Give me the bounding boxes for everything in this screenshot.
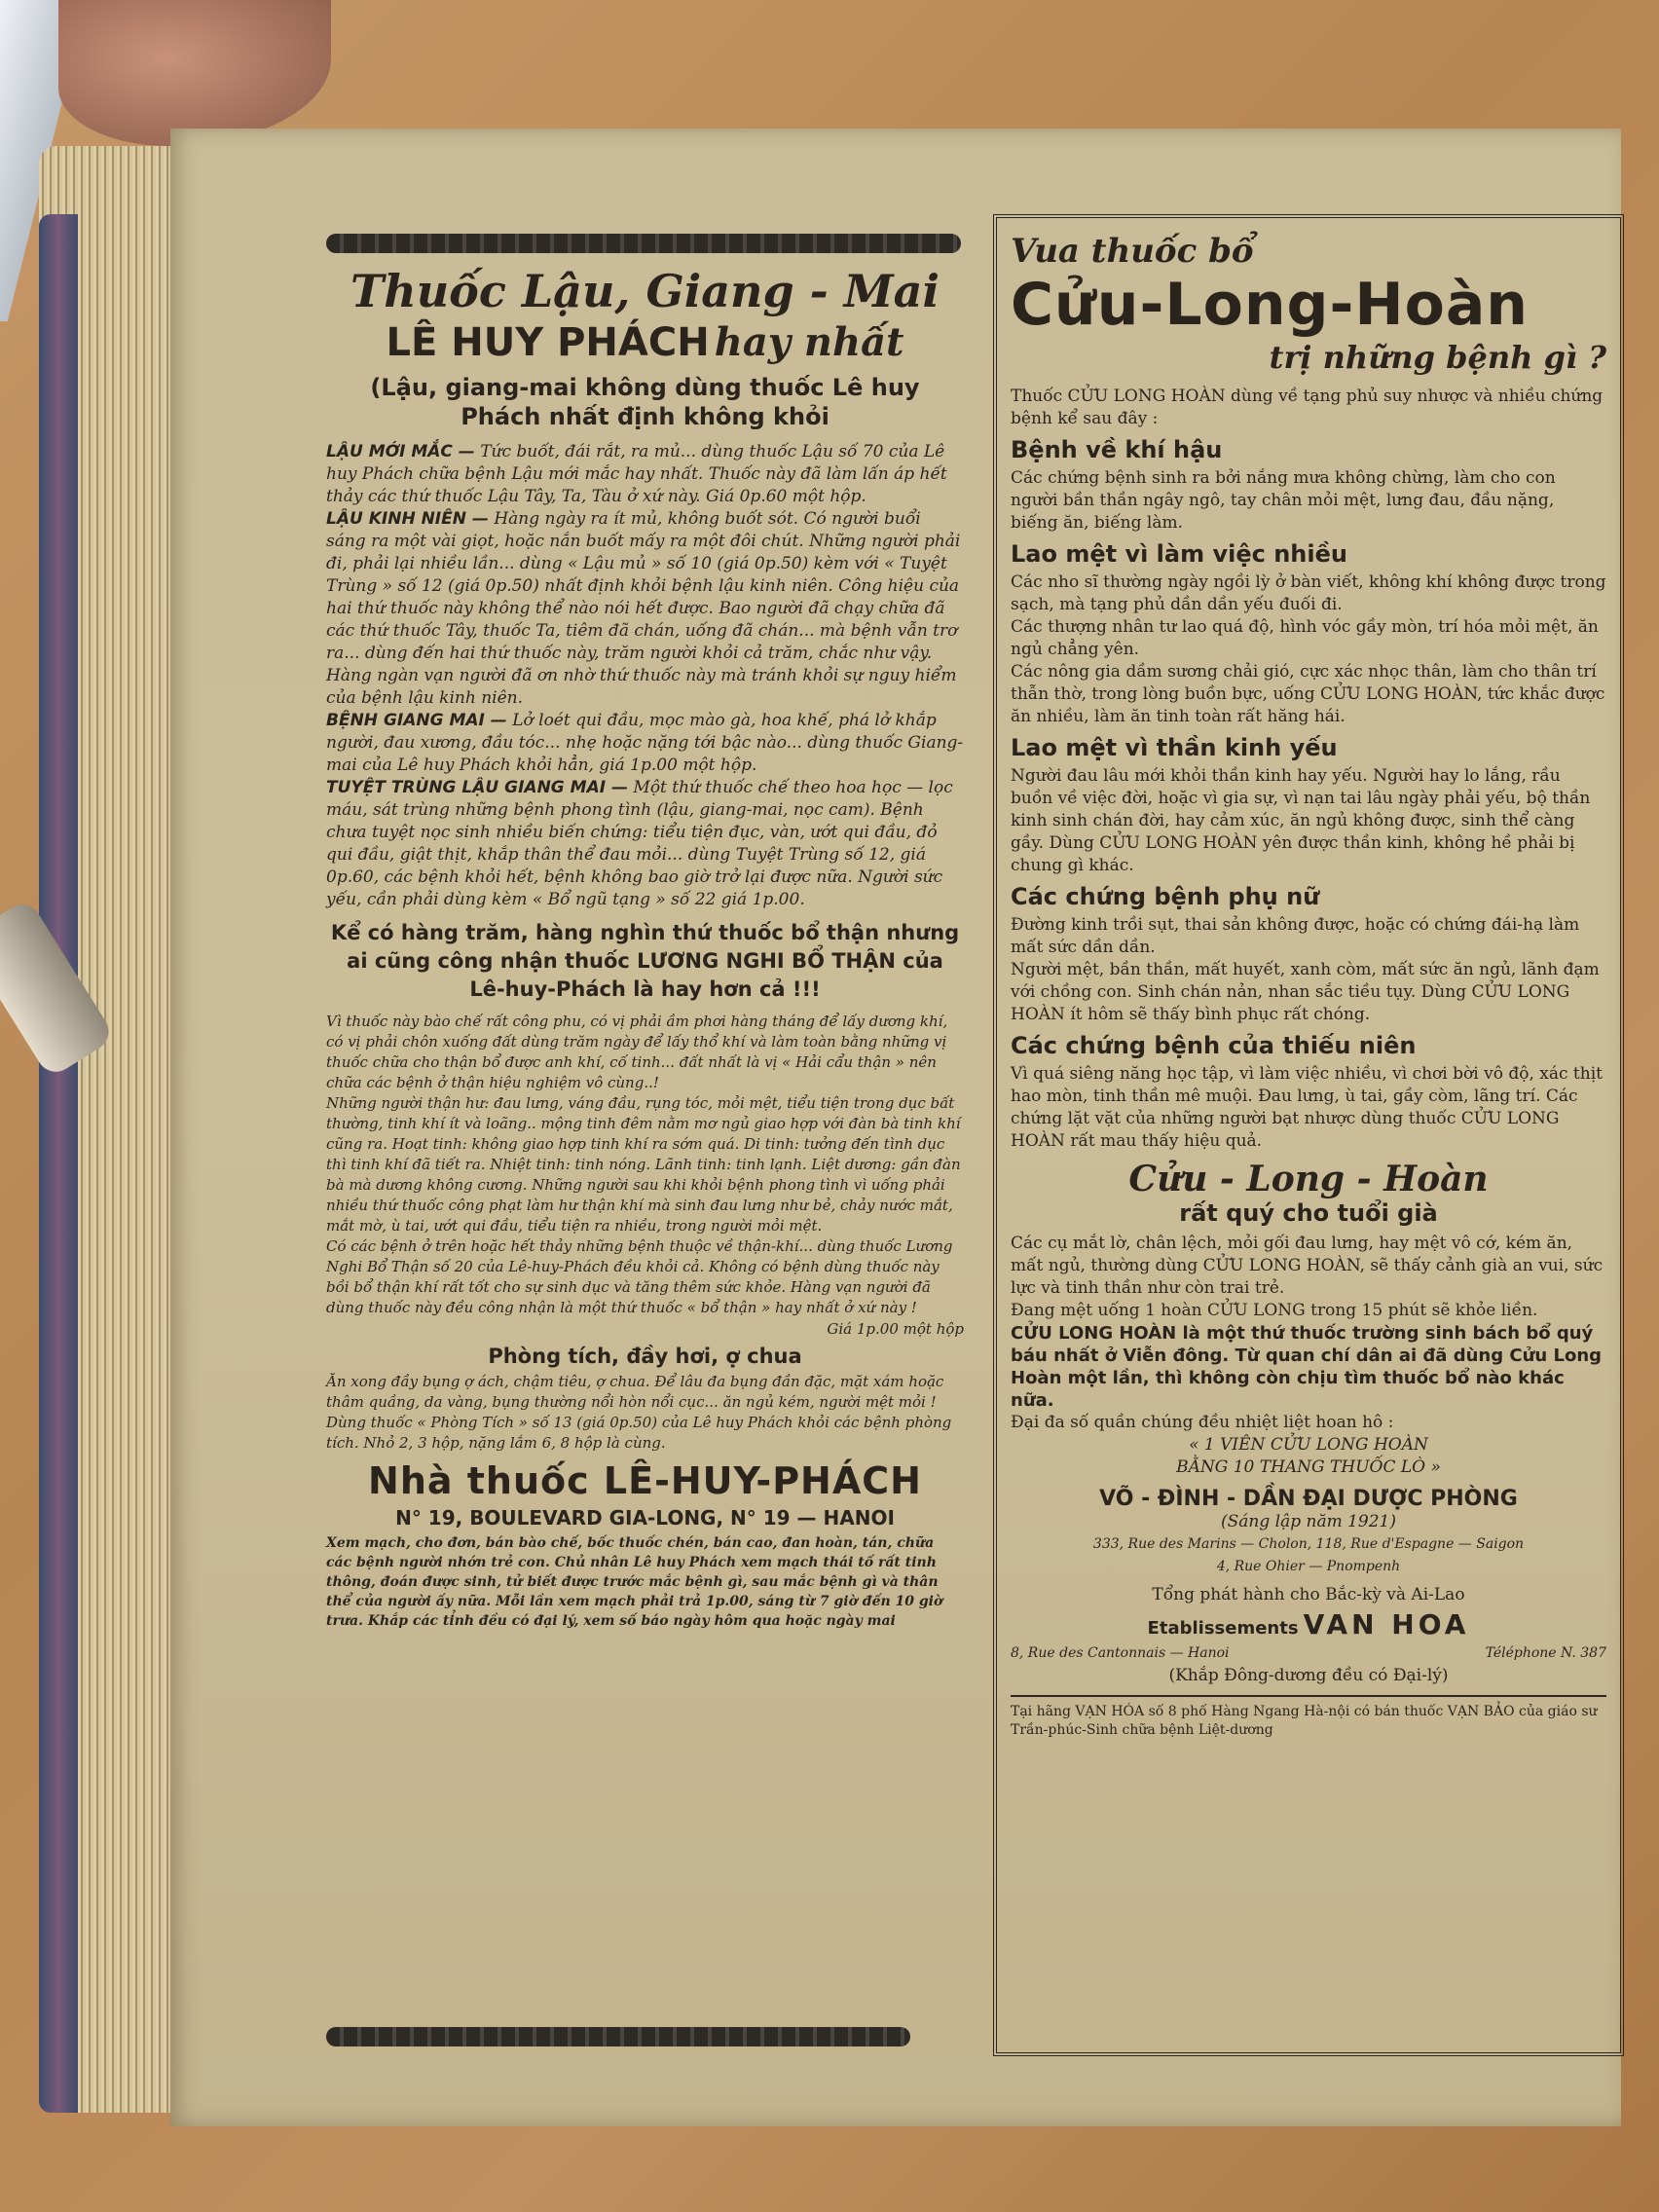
telephone: Téléphone N. 387 [1485,1645,1606,1661]
p4-text: Một thứ thuốc chế theo hoa học — lọc máu, sát trùng những bệnh phong tình (lậu, giang-mai, nọc cam). Bệnh chưa tuyệt nọc sinh nhiều biến chứng: tiểu tiện đục, vàn, ướt qui đầu, đỏ qui đầu, giật thịt, khắp thân thể đau mỏi... dùng Tuyệt Trùng số 12, giá 0p.60, các bệnh khỏi hết, bệnh không bao giờ trở lại được nữa. Người sức yếu, cần phải dùng kèm « Bổ ngũ tạng » số 22 giá 1p.00. [326,778,953,909]
agents-note: (Khắp Đông-dương đều có Đại-lý) [1168,1666,1449,1685]
p7-price: Giá 1p.00 một hộp [827,1320,964,1338]
sub-heading-2: Phòng tích, đầy hơi, ợ chua [488,1345,802,1368]
address-1: 333, Rue des Marins — Cholon, 118, Rue d'Espagne — Saigon [1092,1536,1525,1552]
right-advertisement-box [993,214,1624,2056]
right-intro: Thuốc CỬU LONG HOÀN dùng về tạng phủ suy nhược và nhiều chứng bệnh kể sau đây : [1011,387,1604,428]
p1-text: Tức buốt, đái rắt, ra mủ... dùng thuốc Lậu số 70 của Lê huy Phách chữa bệnh Lậu mới mắc hay nhất. Thuốc này đã làm lấn áp hết thảy các thứ thuốc Lậu Tây, Ta, Tàu ở xứ này. Giá 0p.60 một hộp. [326,442,947,506]
quote-line-1: « 1 VIÊN CỬU LONG HOÀN [1189,1435,1428,1455]
pharmacy-name: VÕ - ĐÌNH - DẦN ĐẠI DƯỢC PHÒNG [1099,1487,1518,1511]
address-2: 4, Rue Ohier — Pnompenh [1216,1559,1401,1574]
p5-text: Vì thuốc này bào chế rất công phu, có vị phải ầm phơi hàng tháng để lấy dương khí, có vị phải chôn xuống đất dùng trăm ngày để lấy thổ khí và làm toàn bằng những vị thuốc chữa cho thận bổ được anh khí, cố tinh... đất nhất là vị « Hải cẩu thận » nên chữa các bệnh ở thận hiệu nghiệm vô cùng..! [326,1013,948,1091]
book-spine [39,214,78,2113]
p2-text: Hàng ngày ra ít mủ, không buốt sót. Có người buổi sáng ra một vài giọt, hoặc nắn buốt mấy ra một đôi chút. Những người phải đi, phải lại nhiều lần... dùng « Lậu mủ » số 10 (giá 0p.50) kèm với « Tuyệt Trùng » số 12 (giá 0p.50) nhất định khỏi bệnh lậu kinh niên. Công hiệu của hai thứ thuốc này không thể nào nói hết được. Bao người đã chạy chữa đã các thứ thuốc Tây, thuốc Ta, tiêm đã chán, uống đã chán... mà bệnh vẫn trơ ra... dùng đến hai thứ thuốc này, trăm người khỏi cả trăm, chắc như vậy. Hàng ngàn vạn người đã ơn nhờ thứ thuốc này mà tránh khỏi sự nguy hiểm của bệnh lậu kinh niên. [326,509,961,708]
section-overwork-text-2: Các thượng nhân tư lao quá độ, hình vóc gầy mòn, trí hóa mỏi mệt, ăn ngủ chẳng yên. [1011,617,1599,659]
bold-block: Kể có hàng trăm, hàng nghìn thứ thuốc bổ thận nhưng ai cũng công nhận thuốc LƯƠNG NGHI BỔ THẬN của Lê-huy-Phách là hay hơn cả !!! [330,921,960,1001]
right-kicker: Vua thuốc bổ [1011,232,1254,271]
founded: (Sáng lập năm 1921) [1220,1512,1396,1531]
section-climate-text: Các chứng bệnh sinh ra bởi nắng mưa không chừng, làm cho con người bần thần ngây ngô, tay chân mỏi mệt, lưng đau, đầu nặng, biếng ăn, biếng làm. [1011,468,1556,533]
address-3: 8, Rue des Cantonnais — Hanoi [1011,1645,1230,1661]
elder-text-3: CỬU LONG HOÀN là một thứ thuốc trường sinh bách bổ quý báu nhất ở Viễn đông. Từ quan chí dân ai đã dùng Cửu Long Hoàn một lần, thì không còn chịu tìm thuốc bổ nào khác nữa. [1011,1323,1603,1411]
section-overwork-text-3: Các nông gia dầm sương chải gió, cực xác nhọc thân, làm cho thân trí thẫn thờ, trong lòng buồn bực, uống CỬU LONG HOÀN, tức khắc được ăn nhiều, làm ăn tinh toàn rất hăng hái. [1011,662,1605,726]
elder-text-1: Các cụ mắt lờ, chân lệch, mỏi gối đau lưng, hay mệt vô cớ, kém ăn, mất ngủ, thường dùng CỬU LONG HOÀN, sẽ thấy cảnh già an vui, sức lực và tinh thần như còn trai trẻ. [1011,1234,1604,1298]
p4-lead: TUYỆT TRÙNG LẬU GIANG MAI — [326,778,628,797]
section-women: Các chứng bệnh phụ nữ [1011,883,1320,910]
footer-note: Tại hãng VẠN HÓA số 8 phố Hàng Ngang Hà-nội có bán thuốc VẠN BẢO của giáo sư Trần-phúc-Sinh chữa bệnh Liệt-dương [1011,1704,1598,1738]
left-advertisement [326,265,964,1631]
right-sub-2: rất quý cho tuổi già [1179,1199,1438,1227]
section-climate: Bệnh về khí hậu [1011,436,1223,463]
p8-text: Ăn xong đầy bụng ợ ách, chậm tiêu, ợ chua. Để lâu đa bụng đần đặc, mặt xám hoặc thâm quầng, da vàng, bụng thường nổi hòn nổi cục... ăn ngủ kém, người mệt mỏi ! Dùng thuốc « Phòng Tích » số 13 (giá 0p.50) của Lê huy Phách khỏi các bệnh phòng tích. Nhỏ 2, 3 hộp, nặng lắm 6, 8 hộp là cùng. [326,1373,952,1452]
p3-text: Lở loét qui đầu, mọc mào gà, hoa khế, phá lở khắp người, đau xương, đầu tóc... nhẹ hoặc nặng tới bậc nào... dùng thuốc Giang-mai của Lê huy Phách khỏi hẳn, giá 1p.00 một hộp. [326,711,964,775]
shop-text: Xem mạch, cho đơn, bán bào chế, bốc thuốc chén, bán cao, đan hoàn, tán, chữa các bệnh người nhớn trẻ con. Chủ nhân Lê huy Phách xem mạch thái tố rất tinh thông, đoán được sinh, tử biết được trước mắc bệnh gì, sau mắc bệnh gì và thân thể của người ấy nữa. Mỗi lần xem mạch phải trả 1p.00, sáng từ 7 giờ đến 10 giờ trưa. Khắp các tỉnh đều có đại lý, xem số báo ngày hôm qua hoặc ngày mai [326,1535,943,1629]
section-nerves: Lao mệt vì thần kinh yếu [1011,734,1338,761]
brand-name: LÊ HUY PHÁCH [386,320,710,365]
quote-line-2: BẰNG 10 THANG THUỐC LÒ » [1176,1457,1441,1477]
elder-text-2: Đang mệt uống 1 hoàn CỬU LONG trong 15 phút sẽ khỏe liền. [1011,1301,1538,1320]
right-title: Cửu-Long-Hoàn [1011,271,1530,339]
section-overwork: Lao mệt vì làm việc nhiều [1011,540,1347,568]
section-youth: Các chứng bệnh của thiếu niên [1011,1032,1417,1059]
p3-lead: BỆNH GIANG MAI — [326,711,507,730]
newspaper-page [170,129,1621,2126]
right-question: trị những bệnh gì ? [1269,339,1606,376]
distributor-line: Tổng phát hành cho Bắc-kỳ và Ai-Lao [1152,1585,1465,1604]
p7-text: Có các bệnh ở trên hoặc hết thảy những bệnh thuộc về thận-khí... dùng thuốc Lương Nghi Bổ Thận số 20 của Lê-huy-Phách đều khỏi cả. Không có bệnh dùng thuốc này bồi bổ thận khí rất tốt cho sự sinh dục và tăng thêm sức khỏe. Hàng vạn người đã dùng thuốc này đều công nhận là một thứ thuốc « bổ thận » hay nhất ở xứ này ! [326,1237,953,1316]
van-hoa: VAN HOA [1303,1608,1470,1641]
headline-tail: hay nhất [714,319,904,365]
section-youth-text: Vì quá siêng năng học tập, vì làm việc nhiều, vì chơi bời vô độ, xác thịt hao mòn, tinh thần mê muội. Đau lưng, ù tai, gầy còm, lãng trí. Các chứng lặt vặt của những người bạt nhược dùng thuốc CỬU LONG HOÀN rất mau thấy hiệu quả. [1011,1064,1603,1151]
shop-name: Nhà thuốc LÊ-HUY-PHÁCH [368,1459,922,1502]
shop-address: N° 19, BOULEVARD GIA-LONG, N° 19 — HANOI [395,1506,895,1530]
p6-text: Những người thận hư: đau lưng, váng đầu, rụng tóc, mỏi mệt, tiểu tiện trong dục bất thường, tinh khí ít và loãng.. mộng tinh đêm nằm mơ ngủ giao hợp với đàn bà tinh khí cũng ra. Hoạt tinh: không giao hợp tinh khí ra sớm quá. Di tinh: tưởng đến tình dục thì tinh khí đã tiết ra. Nhiệt tinh: tinh nóng. Lãnh tinh: tinh lạnh. Liệt dương: gần đàn bà mà dương không cương. Những người sau khi khỏi bệnh phong tình vì uống phải nhiều thứ thuốc công phạt làm hư thận khí mà sinh đau lưng như bẻ, chảy nước mắt, mắt mờ, ù tai, ướt qui đầu, tiểu tiện ra nhiều, trong người mỏi mệt. [326,1094,961,1235]
right-title-2: Cửu - Long - Hoàn [1128,1159,1489,1199]
p1-lead: LẬU MỚI MẮC — [326,442,475,461]
top-wave-border [326,234,961,253]
section-nerves-text: Người đau lâu mới khỏi thần kinh hay yếu. Người hay lo lắng, rầu buồn về việc đời, hoặc vì gia sự, vì nạn tai lâu ngày phải yếu, bộ thần kinh sinh chán đời, hay cảm xúc, ăn ngủ không được, sinh thể càng gầy. Dùng CỬU LONG HOÀN yên được thần kinh, không hề phải bị chung gì khác. [1011,766,1591,875]
left-headline: Thuốc Lậu, Giang - Mai [350,265,940,317]
section-overwork-text-1: Các nho sĩ thường ngày ngồi lỳ ở bàn viết, không khí không được trong sạch, mà tạng phủ dần dần yếu đuối đi. [1011,572,1606,614]
section-women-text-2: Người mệt, bần thần, mất huyết, xanh còm, mất sức ăn ngủ, lãnh đạm với chồng con. Sinh chán nản, nhan sắc tiều tụy. Dùng CỬU LONG HOÀN ít hôm sẽ thấy bình phục rất chóng. [1011,960,1600,1024]
etablissements: Etablissements [1147,1618,1299,1639]
left-subhead: (Lậu, giang-mai không dùng thuốc Lê huy Phách nhất định không khỏi [370,374,920,430]
p2-lead: LẬU KINH NIÊN — [326,509,489,529]
bottom-wave-border [326,2027,910,2046]
section-women-text-1: Đường kinh trồi sụt, thai sản không được, hoặc có chứng đái-hạ làm mất sức dần dần. [1011,915,1580,957]
elder-text-4: Đại đa số quần chúng đều nhiệt liệt hoan hô : [1011,1413,1394,1432]
